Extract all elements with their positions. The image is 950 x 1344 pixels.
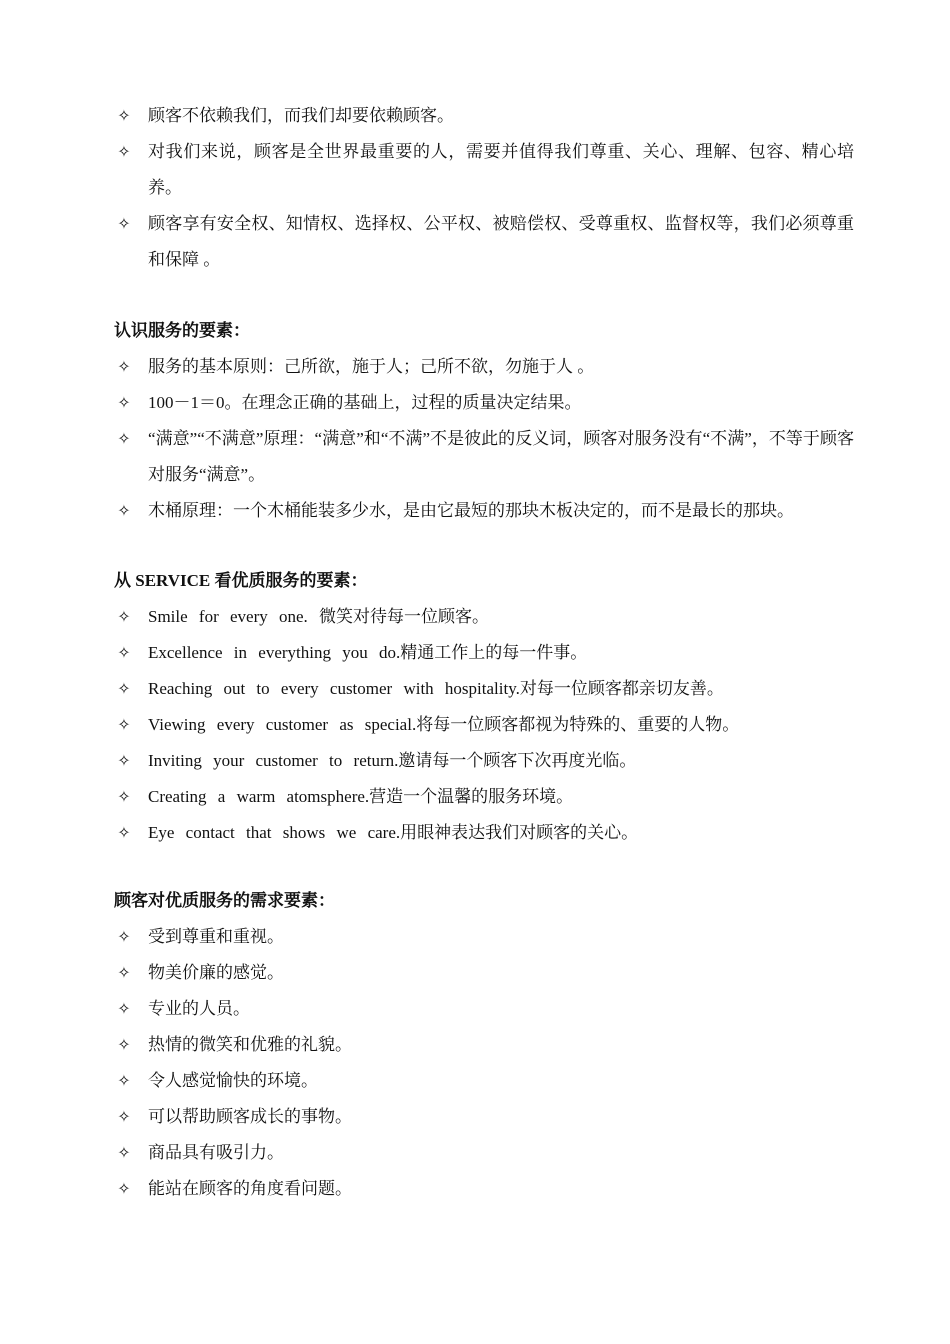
list-item bbox=[114, 98, 854, 134]
diamond-bullet-icon: ✧ bbox=[117, 1035, 131, 1054]
list-item-text: 专业的人员。 bbox=[148, 999, 250, 1018]
diamond-bullet-icon: ✧ bbox=[117, 963, 131, 982]
list-item bbox=[114, 349, 854, 385]
diamond-bullet-icon: ✧ bbox=[117, 501, 131, 520]
list-item bbox=[114, 779, 854, 815]
list-item bbox=[114, 635, 854, 671]
list-item bbox=[114, 707, 854, 743]
customer-needs-section bbox=[114, 883, 854, 1207]
list-item-text: Creating a warm atomsphere.营造一个温馨的服务环境。 bbox=[148, 787, 574, 806]
section-heading: 认识服务的要素： bbox=[114, 321, 250, 340]
diamond-bullet-icon: ✧ bbox=[117, 607, 131, 626]
list-item bbox=[114, 1027, 854, 1063]
list-item-text: 商品具有吸引力。 bbox=[148, 1143, 284, 1162]
list-item-text: “满意”“不满意”原理：“满意”和“不满”不是彼此的反义词，顾客对服务没有“不满”，不等于顾客对服务“满意”。 bbox=[148, 429, 854, 484]
list-item-text: 物美价廉的感觉。 bbox=[148, 963, 284, 982]
diamond-bullet-icon: ✧ bbox=[117, 679, 131, 698]
list-item bbox=[114, 815, 854, 851]
list-item-text: 服务的基本原则：己所欲，施于人；己所不欲，勿施于人 。 bbox=[148, 357, 595, 376]
list-item-text: 能站在顾客的角度看问题。 bbox=[148, 1179, 352, 1198]
diamond-bullet-icon: ✧ bbox=[117, 751, 131, 770]
list-item-text: 顾客享有安全权、知情权、选择权、公平权、被赔偿权、受尊重权、监督权等，我们必须尊重和保障 。 bbox=[148, 214, 854, 269]
list-item bbox=[114, 919, 854, 955]
list-item bbox=[114, 1135, 854, 1171]
list-item bbox=[114, 743, 854, 779]
list-item-text: 热情的微笑和优雅的礼貌。 bbox=[148, 1035, 352, 1054]
diamond-bullet-icon: ✧ bbox=[117, 927, 131, 946]
list-item bbox=[114, 1063, 854, 1099]
service-elements-section bbox=[114, 313, 854, 529]
diamond-bullet-icon: ✧ bbox=[117, 1179, 131, 1198]
diamond-bullet-icon: ✧ bbox=[117, 1143, 131, 1162]
list-item bbox=[114, 1099, 854, 1135]
list-item-text: 受到尊重和重视。 bbox=[148, 927, 284, 946]
list-item-text: 对我们来说，顾客是全世界最重要的人，需要并值得我们尊重、关心、理解、包容、精心培养。 bbox=[148, 142, 854, 197]
list-item-text: Viewing every customer as special.将每一位顾客都视为特殊的、重要的人物。 bbox=[148, 715, 740, 734]
list-item bbox=[114, 385, 854, 421]
list-item-text: 木桶原理：一个木桶能装多少水，是由它最短的那块木板决定的，而不是最长的那块。 bbox=[148, 501, 794, 520]
list-item bbox=[114, 206, 854, 278]
section-heading: 从 SERVICE 看优质服务的要素： bbox=[114, 571, 368, 590]
diamond-bullet-icon: ✧ bbox=[117, 142, 131, 161]
diamond-bullet-icon: ✧ bbox=[117, 106, 131, 125]
diamond-bullet-icon: ✧ bbox=[117, 1071, 131, 1090]
list-item-text: 令人感觉愉快的环境。 bbox=[148, 1071, 318, 1090]
list-item bbox=[114, 599, 854, 635]
list-item bbox=[114, 134, 854, 206]
intro-section bbox=[114, 98, 854, 278]
diamond-bullet-icon: ✧ bbox=[117, 393, 131, 412]
list-item-text: Inviting your customer to return.邀请每一个顾客下次再度光临。 bbox=[148, 751, 637, 770]
list-item-text: Smile for every one. 微笑对待每一位顾客。 bbox=[148, 607, 490, 626]
diamond-bullet-icon: ✧ bbox=[117, 823, 131, 842]
diamond-bullet-icon: ✧ bbox=[117, 429, 131, 448]
list-item bbox=[114, 991, 854, 1027]
diamond-bullet-icon: ✧ bbox=[117, 643, 131, 662]
diamond-bullet-icon: ✧ bbox=[117, 214, 131, 233]
list-item-text: Excellence in everything you do.精通工作上的每一件事。 bbox=[148, 643, 588, 662]
list-item-text: Eye contact that shows we care.用眼神表达我们对顾客的关心。 bbox=[148, 823, 639, 842]
list-item-text: Reaching out to every customer with hospitality.对每一位顾客都亲切友善。 bbox=[148, 679, 724, 698]
diamond-bullet-icon: ✧ bbox=[117, 357, 131, 376]
diamond-bullet-icon: ✧ bbox=[117, 999, 131, 1018]
list-item-text: 100－1＝0。在理念正确的基础上，过程的质量决定结果。 bbox=[148, 393, 582, 412]
list-item bbox=[114, 1171, 854, 1207]
list-item bbox=[114, 955, 854, 991]
list-item bbox=[114, 493, 854, 529]
diamond-bullet-icon: ✧ bbox=[117, 1107, 131, 1126]
list-item bbox=[114, 671, 854, 707]
service-acronym-section bbox=[114, 563, 854, 851]
list-item bbox=[114, 421, 854, 493]
diamond-bullet-icon: ✧ bbox=[117, 715, 131, 734]
section-heading: 顾客对优质服务的需求要素： bbox=[114, 891, 335, 910]
diamond-bullet-icon: ✧ bbox=[117, 787, 131, 806]
list-item-text: 可以帮助顾客成长的事物。 bbox=[148, 1107, 352, 1126]
list-item-text: 顾客不依赖我们，而我们却要依赖顾客。 bbox=[148, 106, 454, 125]
